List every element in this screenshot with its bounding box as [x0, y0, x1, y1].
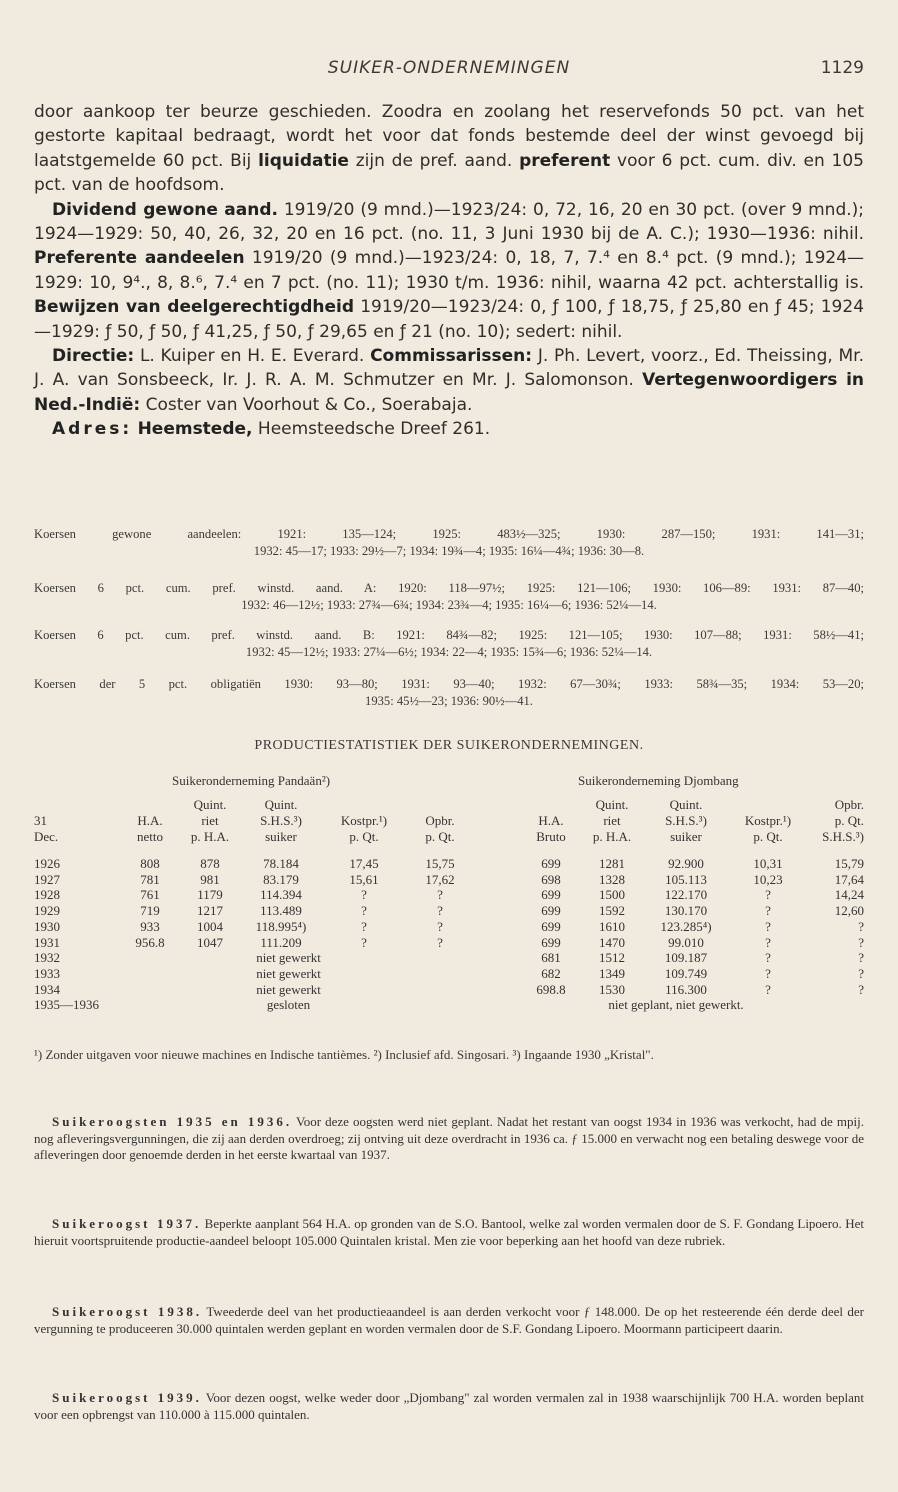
djombang-cell: 699: [541, 935, 561, 950]
col-head-pqt: p. Qt.: [425, 829, 455, 844]
djombang-cell: 1281: [599, 856, 625, 871]
table-footnotes: ¹) Zonder uitgaven voor nieuwe machines en Indische tantièmes. ²) Inclusief afd. Singosari. ³) Ingaande 1930 „Kristal".: [34, 1047, 654, 1062]
col-head-quint: Quint.: [595, 797, 629, 812]
pandaan-cell: 15,61: [349, 872, 379, 887]
pandaan-cell: 781: [140, 872, 160, 887]
col-head-bruto: Bruto: [536, 829, 566, 844]
djombang-cell: 698.8: [536, 982, 566, 997]
djombang-cell: 1500: [599, 887, 625, 902]
production-table-title: PRODUCTIESTATISTIEK DER SUIKERONDERNEMINGEN.: [254, 738, 644, 753]
koersen-obligaties: [34, 676, 864, 710]
djombang-cell: ?: [765, 887, 771, 902]
col-head-pha: p. H.A.: [190, 829, 230, 844]
djombang-cell: 1328: [599, 872, 625, 887]
lead-text-8: J. Ph. Levert, voorz., Ed. Theissing, Mr. J. A. van Sonsbeeck, Ir. J. R. A. M. Schmutzer en Mr. J. Salomonson.: [34, 346, 865, 391]
paragraph-text: Tweederde deel van het productieaandeel is aan derden verkocht voor ƒ 148.000. De op het resteerende één derde deel der vergunning te produceeren 30.000 quintalen werden geplant en worden vermalen door de S.F. Gondang Lipoero. Moormann participeert daarin.: [34, 1304, 864, 1336]
pandaan-cell: 118.995⁴): [255, 919, 307, 934]
djombang-cell: 105.113: [665, 872, 707, 887]
col-head-31: 31: [34, 813, 47, 828]
pandaan-cell: 761: [140, 887, 160, 902]
pandaan-cell: 111.209: [260, 935, 302, 950]
paragraph-heading: Suikeroogst 1937.: [52, 1216, 202, 1231]
koersen-line-2: 1932: 45—17; 1933: 29½—7; 1934: 19¾—4; 1935: 16¼—4¾; 1936: 30—8.: [253, 544, 645, 558]
pandaan-cell: 1217: [197, 903, 223, 918]
lead-text-5: 1919/20 (9 mnd.)—1923/24: 0, 18, 7, 7.⁴ en 8.⁴ pct. (9 mnd.); 1924—1929: 10, 9⁴., 8, 8.⁶, 7.⁴ en 7 pct. (no. 11); 1930 t/m. 1936: nihil, waarna 42 pct. achterstallig is.: [34, 248, 865, 293]
row-year: 1926: [34, 856, 60, 871]
djombang-cell: 1592: [599, 903, 625, 918]
paragraph-text: Voor dezen oogst, welke weder door „Djombang" zal worden vermalen zal in 1938 waarschijnlijk 700 H.A. worden beplant voor een opbrengst van 110.000 à 115.000 quintalen.: [34, 1390, 865, 1422]
lead-text-4: 1919/20 (9 mnd.)—1923/24: 0, 72, 16, 20 en 30 pct. (over 9 mnd.); 1924—1929: 50, 40, 26, 32, 20 en 16 pct. (no. 11, 3 Juni 1930 bij de A. C.); 1930—1936: nihil.: [34, 199, 865, 245]
col-head-ha: H.A.: [137, 813, 163, 828]
djombang-cell: ?: [765, 950, 771, 965]
col-head-opbr: Opbr.: [425, 813, 455, 828]
col-head-pqt: p. Qt.: [834, 813, 864, 828]
row-year: 1933: [34, 966, 60, 981]
pandaan-cell: 981: [200, 872, 220, 887]
djombang-cell: 92.900: [668, 856, 704, 871]
pandaan-note: gesloten: [266, 997, 311, 1012]
row-year: 1932: [34, 950, 60, 965]
col-head-pqt: p. Qt.: [753, 829, 783, 844]
djombang-cell: 12,60: [834, 903, 864, 918]
lead-text-7: L. Kuiper en H. E. Everard.: [139, 346, 365, 367]
lead-text-9: Coster van Voorhout & Co., Soerabaja.: [145, 394, 473, 415]
djombang-cell: ?: [858, 966, 864, 981]
lead-text-2: zijn de pref. aand.: [355, 150, 513, 171]
row-year: 1930: [34, 919, 60, 934]
pandaan-cell: ?: [361, 935, 367, 950]
pandaan-cell: 113.489: [260, 903, 302, 918]
pandaan-cell: ?: [437, 935, 443, 950]
djombang-cell: 109.187: [664, 950, 708, 965]
djombang-cell: ?: [858, 982, 864, 997]
col-head-pha: p. H.A.: [592, 829, 632, 844]
koersen-line-2: 1932: 45—12½; 1933: 27¼—6½; 1934: 22—4; 1935: 15¾—6; 1936: 52¼—14.: [245, 645, 653, 659]
pandaan-cell: 83.179: [263, 872, 299, 887]
pandaan-cell: 878: [200, 856, 220, 871]
lead-bold-dividend: Dividend gewone aand.: [52, 199, 278, 220]
djombang-cell: 99.010: [668, 935, 704, 950]
djombang-cell: 14,24: [834, 887, 864, 902]
koersen-line-1: Koersen gewone aandeelen: 1921: 135—124; 1925: 483½—325; 1930: 287—150; 1931: 141—31;: [34, 527, 864, 541]
djombang-cell: 681: [541, 950, 561, 965]
col-head-shs: S.H.S.³): [665, 813, 707, 828]
row-year: 1929: [34, 903, 60, 918]
row-year: 1927: [34, 872, 60, 887]
col-head-dec: Dec.: [34, 829, 59, 844]
pandaan-cell: ?: [361, 887, 367, 902]
col-head-pqt: p. Qt.: [349, 829, 379, 844]
lead-text-6: 1919/20—1923/24: 0, ƒ 100, ƒ 18,75, ƒ 25,80 en ƒ 45; 1924—1929: ƒ 50, ƒ 50, ƒ 41,25, ƒ 50, ƒ 29,65 en ƒ 21 (no. 10); sedert: nihil.: [34, 297, 865, 342]
koersen-line-1: Koersen 6 pct. cum. pref. winstd. aand. B: 1921: 84¾—82; 1925: 121—105; 1930: 107—88; 1931: 58½—41;: [34, 628, 864, 642]
koersen-line-2: 1932: 46—12½; 1933: 27¾—6¾; 1934: 23¾—4; 1935: 16¼—6; 1936: 52¼—14.: [241, 598, 657, 612]
col-head-quint: Quint.: [264, 797, 298, 812]
lead-text-3: voor 6 pct. cum. div. en 105 pct. van de hoofdsom.: [34, 150, 864, 196]
lead-bold-commissarissen: Commissarissen:: [370, 346, 533, 367]
lead-text-1: door aankoop ter beurze geschieden. Zoodra en zoolang het reservefonds 50 pct. van het gestorte kapitaal bedraagt, wordt het voor dat fonds bestemde deel der winst gevoegd bij laatstgemelde 60 pct. Bij: [34, 102, 864, 171]
djombang-note: niet geplant, niet gewerkt.: [608, 997, 744, 1012]
paragraph-text: Voor deze oogsten werd niet geplant. Nadat het restant van oogst 1934 in 1936 was verkocht, had de mpij. nog afleveringsvergunningen, die zij aan derden overdroeg; zij ontving uit deze overdracht in 1936 ca. ƒ 15.000 en verwacht nog een betaling deswege voor de afleveringen door genoemde derden in het eerste kwartaal van 1937.: [34, 1114, 865, 1162]
pandaan-cell: 956.8: [135, 935, 165, 950]
paragraph-oogst-1938: [34, 1304, 864, 1337]
pandaan-cell: ?: [361, 903, 367, 918]
pandaan-cell: 1179: [197, 887, 223, 902]
company-description: [34, 100, 864, 442]
row-year: 1934: [34, 982, 60, 997]
lead-text-10: Heemsteedsche Dreef 261.: [257, 419, 491, 440]
djombang-cell: 122.170: [664, 887, 708, 902]
pandaan-cell: 17,62: [425, 872, 455, 887]
pandaan-cell: 1047: [197, 935, 223, 950]
djombang-cell: 1512: [599, 950, 625, 965]
koersen-line-2: 1935: 45½—23; 1936: 90½—41.: [365, 694, 533, 708]
pandaan-cell: 1004: [197, 919, 223, 934]
koersen-line-1: Koersen 6 pct. cum. pref. winstd. aand. A: 1920: 118—97½; 1925: 121—106; 1930: 106—89: 1931: 87—40;: [34, 581, 864, 595]
pandaan-note: niet gewerkt: [256, 950, 321, 965]
pandaan-cell: ?: [361, 919, 367, 934]
pandaan-cell: ?: [437, 903, 443, 918]
lead-bold-bewijzen: Bewijzen van deelgerechtigdheid: [34, 297, 355, 318]
col-head-shs: S.H.S.³): [260, 813, 302, 828]
lead-bold-directie: Directie:: [52, 346, 135, 367]
running-title: SUIKER-ONDERNEMINGEN: [327, 58, 571, 78]
col-head-quint: Quint.: [193, 797, 227, 812]
paragraph-text: Beperkte aanplant 564 H.A. op gronden van de S.O. Bantool, welke zal worden vermalen door de S. F. Gondang Lipoero. Het hieruit voortspruitende productie-aandeel beloopt 105.000 Quintalen kristal. Men zie voor beperking aan het hoofd van deze rubriek.: [34, 1216, 864, 1248]
pandaan-cell: ?: [437, 887, 443, 902]
djombang-cell: 699: [541, 856, 561, 871]
djombang-cell: ?: [858, 950, 864, 965]
running-header: [34, 58, 864, 88]
paragraph-oogst-1937: [34, 1216, 864, 1249]
djombang-cell: 1530: [599, 982, 625, 997]
lead-bold-liquidatie: liquidatie: [258, 150, 349, 171]
djombang-cell: 699: [541, 887, 561, 902]
koersen-pref-a: [34, 580, 864, 614]
djombang-cell: 682: [541, 966, 561, 981]
paragraph-heading: Suikeroogsten 1935 en 1936.: [52, 1114, 293, 1129]
pandaan-cell: 15,75: [425, 856, 455, 871]
pandaan-cell: 933: [140, 919, 160, 934]
row-year: 1928: [34, 887, 60, 902]
page-number: 1129: [820, 58, 864, 78]
djombang-cell: 109.749: [664, 966, 708, 981]
col-head-netto: netto: [137, 829, 163, 844]
koersen-gewone: [34, 526, 864, 560]
group-heading-djombang: Suikeronderneming Djombang: [578, 773, 739, 788]
djombang-cell: 1470: [599, 935, 625, 950]
lead-bold-preferente: Preferente aandeelen: [34, 248, 245, 269]
pandaan-note: niet gewerkt: [256, 982, 321, 997]
lead-bold-vertegenwoordigers: Vertegenwoordigers in Ned.-Indië:: [34, 370, 865, 415]
djombang-cell: 1610: [599, 919, 625, 934]
col-head-suiker: suiker: [670, 829, 702, 844]
col-head-kostpr: Kostpr.¹): [744, 813, 792, 828]
djombang-cell: 15,79: [834, 856, 864, 871]
djombang-cell: 699: [541, 919, 561, 934]
djombang-cell: ?: [765, 935, 771, 950]
djombang-cell: 130.170: [664, 903, 708, 918]
col-head-opbr: Opbr.: [834, 797, 864, 812]
col-head-ha: H.A.: [538, 813, 564, 828]
col-head-quint: Quint.: [669, 797, 703, 812]
koersen-line-1: Koersen der 5 pct. obligatiën 1930: 93—80; 1931: 93—40; 1932: 67—30¾; 1933: 58¾—35; 1934: 53—20;: [34, 677, 864, 691]
paragraph-heading: Suikeroogst 1938.: [52, 1304, 203, 1319]
col-head-kostpr: Kostpr.¹): [340, 813, 388, 828]
col-head-shs: S.H.S.³): [822, 829, 864, 844]
pandaan-cell: 114.394: [260, 887, 302, 902]
paragraph-oogsten-1935-1936: [34, 1114, 864, 1164]
col-head-riet: riet: [201, 813, 219, 828]
djombang-cell: 10,23: [753, 872, 783, 887]
djombang-cell: ?: [765, 982, 771, 997]
djombang-cell: 17,64: [834, 872, 864, 887]
djombang-cell: 10,31: [753, 856, 783, 871]
lead-bold-preferent: preferent: [519, 150, 611, 171]
djombang-cell: 116.300: [665, 982, 707, 997]
pandaan-cell: 78.184: [263, 856, 299, 871]
pandaan-cell: 719: [140, 903, 160, 918]
djombang-cell: ?: [858, 935, 864, 950]
pandaan-cell: ?: [437, 919, 443, 934]
djombang-cell: ?: [765, 903, 771, 918]
pandaan-cell: 17,45: [349, 856, 379, 871]
col-head-riet: riet: [603, 813, 621, 828]
djombang-cell: 698: [541, 872, 561, 887]
col-head-suiker: suiker: [265, 829, 297, 844]
djombang-cell: 1349: [599, 966, 625, 981]
lead-bold-heemstede: Heemstede,: [137, 419, 253, 440]
djombang-cell: 699: [541, 903, 561, 918]
pandaan-cell: 808: [140, 856, 160, 871]
koersen-pref-b: [34, 627, 864, 661]
lead-bold-adres: Adres:: [52, 419, 133, 440]
row-year: 1931: [34, 935, 60, 950]
djombang-cell: ?: [858, 919, 864, 934]
pandaan-note: niet gewerkt: [256, 966, 321, 981]
djombang-cell: 123.285⁴): [660, 919, 712, 934]
djombang-cell: ?: [765, 919, 771, 934]
group-heading-pandaan: Suikeronderneming Pandaän²): [172, 773, 331, 788]
paragraph-heading: Suikeroogst 1939.: [52, 1390, 202, 1405]
row-year: 1935—1936: [34, 997, 99, 1012]
paragraph-oogst-1939: [34, 1390, 864, 1423]
djombang-cell: ?: [765, 966, 771, 981]
